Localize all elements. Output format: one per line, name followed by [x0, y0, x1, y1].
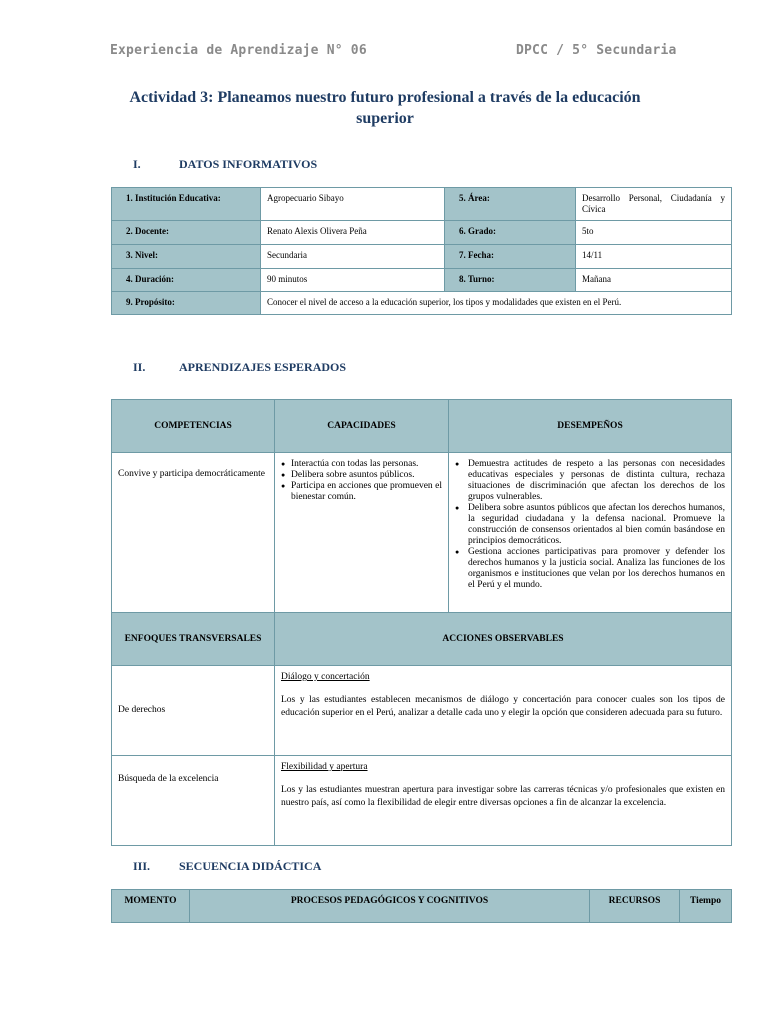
header-course-label: DPCC / 5° Secundaria — [516, 43, 677, 58]
nivel-label: 3. Nivel: — [112, 245, 261, 269]
accion-text: Los y las estudiantes establecen mecanismos de diálogo y concertación para conocer cuales son los tipos de educación superior en el Perú, analizar a detalle cada uno y elegir la opción que consideren adecuada para su futuro. — [281, 695, 725, 718]
area-label: 5. Área: — [445, 188, 576, 221]
section-number: III. — [133, 859, 151, 873]
table-header-row — [112, 613, 732, 666]
secuencia-table — [111, 889, 732, 923]
table-row — [112, 453, 732, 613]
capacidades-header: CAPACIDADES — [275, 400, 449, 453]
accion-title: Flexibilidad y apertura — [281, 762, 368, 772]
table-row — [112, 245, 732, 269]
accion-text: Los y las estudiantes muestran apertura para investigar sobre las carreras técnicas y/o profesionales que existen en nuestro país, así como la flexibilidad de elegir entre diversas opciones a fin de alcanzar la excelencia. — [281, 785, 725, 808]
document-title: Actividad 3: Planeamos nuestro futuro profesional a través de la educación superior — [129, 89, 641, 127]
list-item: ● Delibera sobre asuntos públicos. — [281, 470, 442, 481]
aprendizajes-table — [111, 399, 732, 846]
docente-value: Renato Alexis Olivera Peña — [261, 221, 445, 245]
grado-label: 6. Grado: — [445, 221, 576, 245]
list-item: ● Interactúa con todas las personas. — [281, 459, 442, 470]
section-heading-secuencia — [133, 859, 321, 874]
duracion-value: 90 minutos — [261, 269, 445, 292]
section-label: APRENDIZAJES ESPERADOS — [179, 360, 347, 374]
duracion-label: 4. Duración: — [112, 269, 261, 292]
section-number: I. — [133, 157, 141, 171]
section-number: II. — [133, 360, 146, 374]
area-value: Desarrollo Personal, Ciudadanía y Cívica — [576, 188, 732, 221]
table-header-row — [112, 400, 732, 453]
section-label: SECUENCIA DIDÁCTICA — [179, 859, 322, 873]
accion-title: Diálogo y concertación — [281, 672, 370, 682]
grado-value: 5to — [576, 221, 732, 245]
capacidades-cell — [275, 453, 449, 613]
section-heading-datos — [133, 157, 317, 172]
capacidades-list — [281, 459, 442, 503]
turno-value: Mañana — [576, 269, 732, 292]
tiempo-header: Tiempo — [680, 890, 732, 923]
section-label: DATOS INFORMATIVOS — [179, 157, 318, 171]
fecha-label: 7. Fecha: — [445, 245, 576, 269]
enfoque-name: Búsqueda de la excelencia — [112, 756, 275, 846]
table-row — [112, 269, 732, 292]
fecha-value: 14/11 — [576, 245, 732, 269]
table-row — [112, 292, 732, 315]
datos-informativos-table — [111, 187, 732, 315]
list-item: ● Gestiona acciones participativas para promover y defender los derechos humanos y la justicia social. Analiza las funciones de los organismos e instituciones que velan por los derechos humanos en el Perú y el mundo. — [455, 547, 725, 591]
desempenos-cell — [449, 453, 732, 613]
nivel-value: Secundaria — [261, 245, 445, 269]
docente-label: 2. Docente: — [112, 221, 261, 245]
section-heading-aprendizajes — [133, 360, 346, 375]
table-header-row — [112, 890, 732, 923]
list-item: ● Demuestra actitudes de respeto a las personas con necesidades educativas especiales y personas de distinta cultura, rechaza situaciones de discriminación que afectan los derechos de los grupos vulnerables. — [455, 459, 725, 503]
header-experience-label: Experiencia de Aprendizaje N° 06 — [110, 43, 367, 58]
list-item: ● Delibera sobre asuntos públicos que afectan los derechos humanos, la seguridad ciudadana y la defensa nacional. Promueve la construcción de consensos orientados al bien común basándose en principios democráticos. — [455, 503, 725, 547]
competencia-cell: Convive y participa democráticamente — [112, 453, 275, 613]
table-row — [112, 666, 732, 756]
institucion-label: 1. Institución Educativa: — [112, 188, 261, 221]
accion-cell — [275, 666, 732, 756]
enfoques-header: ENFOQUES TRANSVERSALES — [112, 613, 275, 666]
table-row — [112, 188, 732, 221]
list-item: ● Participa en acciones que promueven el bienestar común. — [281, 481, 442, 503]
procesos-header: PROCESOS PEDAGÓGICOS Y COGNITIVOS — [190, 890, 590, 923]
table-row — [112, 756, 732, 846]
table-row — [112, 221, 732, 245]
acciones-header: ACCIONES OBSERVABLES — [275, 613, 732, 666]
institucion-value: Agropecuario Sibayo — [261, 188, 445, 221]
proposito-label: 9. Propósito: — [112, 292, 261, 315]
enfoque-name: De derechos — [112, 666, 275, 756]
turno-label: 8. Turno: — [445, 269, 576, 292]
proposito-value: Conocer el nivel de acceso a la educación superior, los tipos y modalidades que existen en el Perú. — [261, 292, 732, 315]
accion-cell — [275, 756, 732, 846]
momento-header: MOMENTO — [112, 890, 190, 923]
competencias-header: COMPETENCIAS — [112, 400, 275, 453]
recursos-header: RECURSOS — [590, 890, 680, 923]
desempenos-list — [455, 459, 725, 591]
desempenos-header: DESEMPEÑOS — [449, 400, 732, 453]
